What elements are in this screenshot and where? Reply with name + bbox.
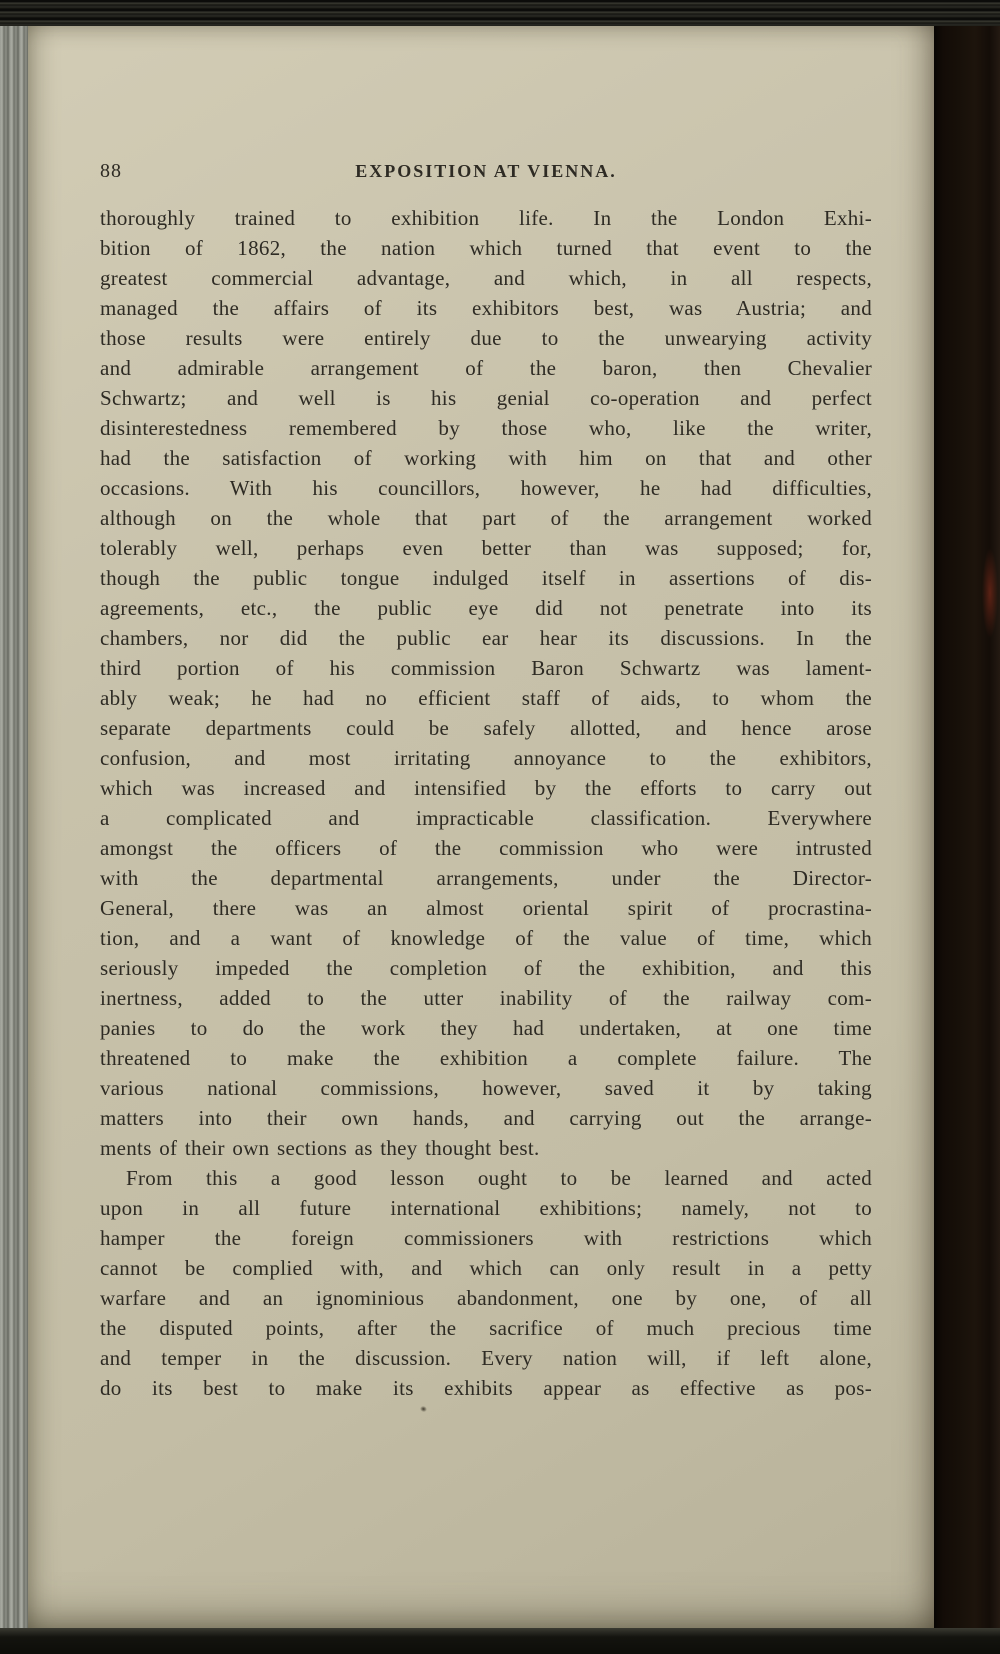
book-edge-bottom <box>0 1628 1000 1654</box>
text-block <box>100 203 872 1403</box>
ink-speck <box>419 1405 428 1413</box>
page-edges-left <box>0 22 30 1654</box>
text-line: panies to do the work they had undertaken, at one time <box>100 1016 872 1040</box>
text-line: tolerably well, perhaps even better than was supposed; for, <box>100 536 872 560</box>
text-line: with the departmental arrangements, under the Director- <box>100 866 872 890</box>
text-line: greatest commercial advantage, and which, in all respects, <box>100 266 872 290</box>
text-line: those results were entirely due to the unwearying activity <box>100 326 872 350</box>
text-line: and admirable arrangement of the baron, then Chevalier <box>100 356 872 380</box>
text-line: inertness, added to the utter inability of the railway com- <box>100 986 872 1010</box>
text-line: From this a good lesson ought to be learned and acted <box>126 1166 872 1190</box>
text-line: General, there was an almost oriental spirit of procrastina- <box>100 896 872 920</box>
book-page <box>28 24 934 1628</box>
paragraph <box>100 203 872 1163</box>
running-header: EXPOSITION AT VIENNA. <box>355 161 617 181</box>
text-line: agreements, etc., the public eye did not penetrate into its <box>100 596 872 620</box>
text-line: separate departments could be safely allotted, and hence arose <box>100 716 872 740</box>
text-line: cannot be complied with, and which can only result in a petty <box>100 1256 872 1280</box>
text-line: amongst the officers of the commission who were intrusted <box>100 836 872 860</box>
text-line: bition of 1862, the nation which turned that event to the <box>100 236 872 260</box>
text-line: upon in all future international exhibitions; namely, not to <box>100 1196 872 1220</box>
page-header <box>100 160 872 186</box>
text-line: hamper the foreign commissioners with restrictions which <box>100 1226 872 1250</box>
text-line: ments of their own sections as they thought best. <box>100 1136 540 1160</box>
text-line: chambers, nor did the public ear hear its discussions. In the <box>100 626 872 650</box>
paragraph <box>100 1163 872 1403</box>
text-line: a complicated and impracticable classification. Everywhere <box>100 806 872 830</box>
text-line: and temper in the discussion. Every nation will, if left alone, <box>100 1346 872 1370</box>
text-line: matters into their own hands, and carrying out the arrange- <box>100 1106 872 1130</box>
page-number: 88 <box>100 160 122 182</box>
text-line: occasions. With his councillors, however, he had difficulties, <box>100 476 872 500</box>
text-line: do its best to make its exhibits appear as effective as pos- <box>100 1376 872 1400</box>
book-cover-right <box>934 0 1000 1654</box>
text-line: had the satisfaction of working with him on that and other <box>100 446 872 470</box>
text-line: confusion, and most irritating annoyance to the exhibitors, <box>100 746 872 770</box>
text-line: tion, and a want of knowledge of the value of time, which <box>100 926 872 950</box>
text-line: threatened to make the exhibition a complete failure. The <box>100 1046 872 1070</box>
book-edge-top <box>0 0 1000 26</box>
text-line: managed the affairs of its exhibitors best, was Austria; and <box>100 296 872 320</box>
text-line: though the public tongue indulged itself in assertions of dis- <box>100 566 872 590</box>
text-line: third portion of his commission Baron Schwartz was lament- <box>100 656 872 680</box>
text-line: which was increased and intensified by the efforts to carry out <box>100 776 872 800</box>
text-line: although on the whole that part of the arrangement worked <box>100 506 872 530</box>
text-line: various national commissions, however, saved it by taking <box>100 1076 872 1100</box>
red-smudge <box>982 548 998 638</box>
text-line: Schwartz; and well is his genial co-operation and perfect <box>100 386 872 410</box>
text-line: the disputed points, after the sacrifice of much precious time <box>100 1316 872 1340</box>
text-line: disinterestedness remembered by those who, like the writer, <box>100 416 872 440</box>
text-line: seriously impeded the completion of the exhibition, and this <box>100 956 872 980</box>
text-line: ably weak; he had no efficient staff of aids, to whom the <box>100 686 872 710</box>
text-line: thoroughly trained to exhibition life. In the London Exhi- <box>100 206 872 230</box>
text-line: warfare and an ignominious abandonment, one by one, of all <box>100 1286 872 1310</box>
